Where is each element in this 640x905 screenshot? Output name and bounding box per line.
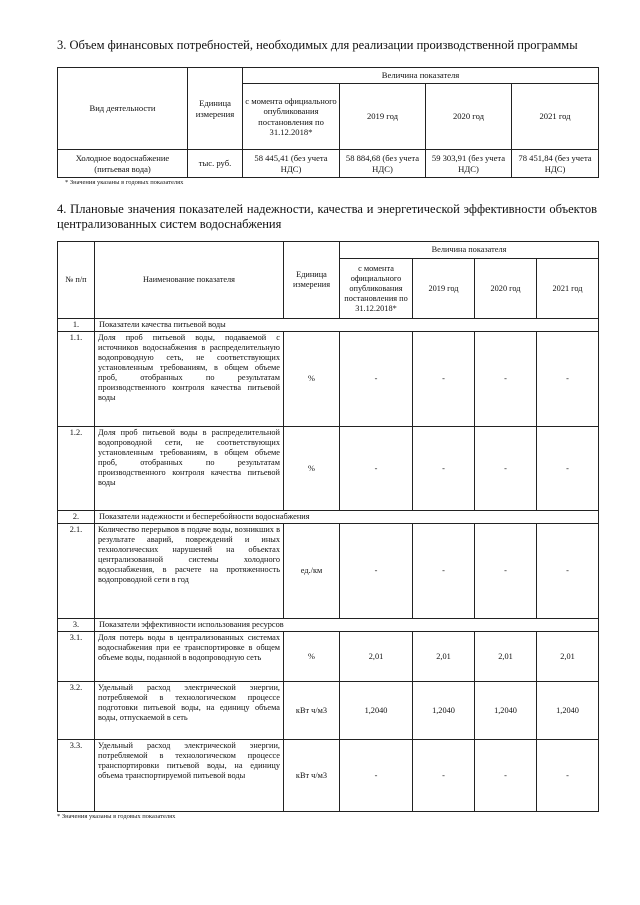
row-number: 3.3. bbox=[58, 740, 95, 812]
unit-cell: % bbox=[284, 332, 340, 427]
unit-cell: ед./км bbox=[284, 524, 340, 619]
unit-cell: кВт ч/м3 bbox=[284, 682, 340, 740]
section-title: Показатели надежности и бесперебойности водоснабжения bbox=[95, 511, 599, 524]
section-title: Показатели эффективности использования ресурсов bbox=[95, 619, 599, 632]
table-row bbox=[58, 427, 599, 511]
value-2019-cell: - bbox=[413, 427, 475, 511]
col-name-header: Наименование показателя bbox=[95, 242, 284, 319]
value-2019-cell: 1,2040 bbox=[413, 682, 475, 740]
unit-cell: тыс. руб. bbox=[188, 150, 243, 178]
financial-needs-table bbox=[57, 67, 599, 178]
col-2019-header: 2019 год bbox=[413, 259, 475, 319]
base-value-cell: - bbox=[340, 524, 413, 619]
row-number: 1.2. bbox=[58, 427, 95, 511]
value-2021-cell: 1,2040 bbox=[537, 682, 599, 740]
indicator-name: Количество перерывов в подаче воды, возникших в результате аварий, повреждений и иных технологических нарушений на объектах централизованной системы холодного водоснабжения, в расчете на протяженность водопроводной сети в год bbox=[95, 524, 284, 619]
value-2019-cell: - bbox=[413, 524, 475, 619]
value-2020-cell: 59 303,91 (без учета НДС) bbox=[426, 150, 512, 178]
col-base-header: с момента официального опубликования постановления по 31.12.2018* bbox=[340, 259, 413, 319]
table-row bbox=[58, 524, 599, 619]
col-2019-header: 2019 год bbox=[340, 84, 426, 150]
value-2020-cell: - bbox=[475, 524, 537, 619]
value-2021-cell: 2,01 bbox=[537, 632, 599, 682]
base-value-cell: - bbox=[340, 740, 413, 812]
value-2019-cell: 2,01 bbox=[413, 632, 475, 682]
unit-cell: % bbox=[284, 632, 340, 682]
row-number: 1. bbox=[58, 319, 95, 332]
value-2020-cell: - bbox=[475, 332, 537, 427]
col-group-header: Величина показателя bbox=[243, 68, 599, 84]
section-title: Показатели качества питьевой воды bbox=[95, 319, 599, 332]
col-activity-header: Вид деятельности bbox=[58, 68, 188, 150]
table-row bbox=[58, 332, 599, 427]
value-2020-cell: 2,01 bbox=[475, 632, 537, 682]
indicator-name: Доля проб питьевой воды в распределительной водопроводной сети, не соответствующих установленным требованиям, в общем объеме проб, отобранных по результатам производственного контроля качества питьевой воды bbox=[95, 427, 284, 511]
section-row bbox=[58, 319, 599, 332]
value-2020-cell: - bbox=[475, 740, 537, 812]
value-2019-cell: - bbox=[413, 740, 475, 812]
indicator-name: Доля потерь воды в централизованных системах водоснабжения при ее транспортировке в общем объеме воды, поданной в водопроводную сеть bbox=[95, 632, 284, 682]
base-value-cell: 1,2040 bbox=[340, 682, 413, 740]
row-number: 3.1. bbox=[58, 632, 95, 682]
indicator-name: Удельный расход электрической энергии, потребляемой в технологическом процессе подготовки питьевой воды, на единицу объема воды, отпускаемой в сеть bbox=[95, 682, 284, 740]
col-base-header: с момента официального опубликования постановления по 31.12.2018* bbox=[243, 84, 340, 150]
table-row bbox=[58, 150, 599, 178]
base-value-cell: - bbox=[340, 332, 413, 427]
col-num-header: № п/п bbox=[58, 242, 95, 319]
row-number: 3. bbox=[58, 619, 95, 632]
col-2021-header: 2021 год bbox=[512, 84, 599, 150]
base-value-cell: 2,01 bbox=[340, 632, 413, 682]
row-number: 2. bbox=[58, 511, 95, 524]
section4-footnote: * Значения указаны в годовых показателях bbox=[57, 813, 176, 820]
col-2020-header: 2020 год bbox=[475, 259, 537, 319]
value-2019-cell: - bbox=[413, 332, 475, 427]
value-2021-cell: - bbox=[537, 427, 599, 511]
activity-cell: Холодное водоснабжение (питьевая вода) bbox=[58, 150, 188, 178]
table-row bbox=[58, 682, 599, 740]
section3-footnote: * Значения указаны в годовых показателях bbox=[65, 179, 184, 186]
value-2021-cell: 78 451,84 (без учета НДС) bbox=[512, 150, 599, 178]
col-unit-header: Единица измерения bbox=[284, 242, 340, 319]
value-2021-cell: - bbox=[537, 740, 599, 812]
row-number: 2.1. bbox=[58, 524, 95, 619]
col-2020-header: 2020 год bbox=[426, 84, 512, 150]
value-2019-cell: 58 884,68 (без учета НДС) bbox=[340, 150, 426, 178]
unit-cell: кВт ч/м3 bbox=[284, 740, 340, 812]
unit-cell: % bbox=[284, 427, 340, 511]
value-2020-cell: - bbox=[475, 427, 537, 511]
base-value-cell: - bbox=[340, 427, 413, 511]
table-row bbox=[58, 740, 599, 812]
base-value-cell: 58 445,41 (без учета НДС) bbox=[243, 150, 340, 178]
indicator-name: Удельный расход электрической энергии, потребляемой в технологическом процессе транспортировки питьевой воды, на единицу объема транспортируемой питьевой воды bbox=[95, 740, 284, 812]
col-unit-header: Единица измерения bbox=[188, 68, 243, 150]
row-number: 1.1. bbox=[58, 332, 95, 427]
indicators-table bbox=[57, 241, 599, 812]
section-row bbox=[58, 511, 599, 524]
indicator-name: Доля проб питьевой воды, подаваемой с источников водоснабжения в распределительную водопроводную сеть, не соответствующих установленным требованиям, в общем объеме проб, отобранных по результатам производственного контроля качества питьевой воды bbox=[95, 332, 284, 427]
section3-heading: 3. Объем финансовых потребностей, необходимых для реализации производственной программы bbox=[57, 38, 578, 52]
section-row bbox=[58, 619, 599, 632]
col-group-header: Величина показателя bbox=[340, 242, 599, 259]
row-number: 3.2. bbox=[58, 682, 95, 740]
section4-heading: 4. Плановые значения показателей надежности, качества и энергетической эффективности объектов централизованных систем водоснабжения bbox=[57, 202, 597, 231]
value-2021-cell: - bbox=[537, 332, 599, 427]
value-2020-cell: 1,2040 bbox=[475, 682, 537, 740]
value-2021-cell: - bbox=[537, 524, 599, 619]
col-2021-header: 2021 год bbox=[537, 259, 599, 319]
table-row bbox=[58, 632, 599, 682]
